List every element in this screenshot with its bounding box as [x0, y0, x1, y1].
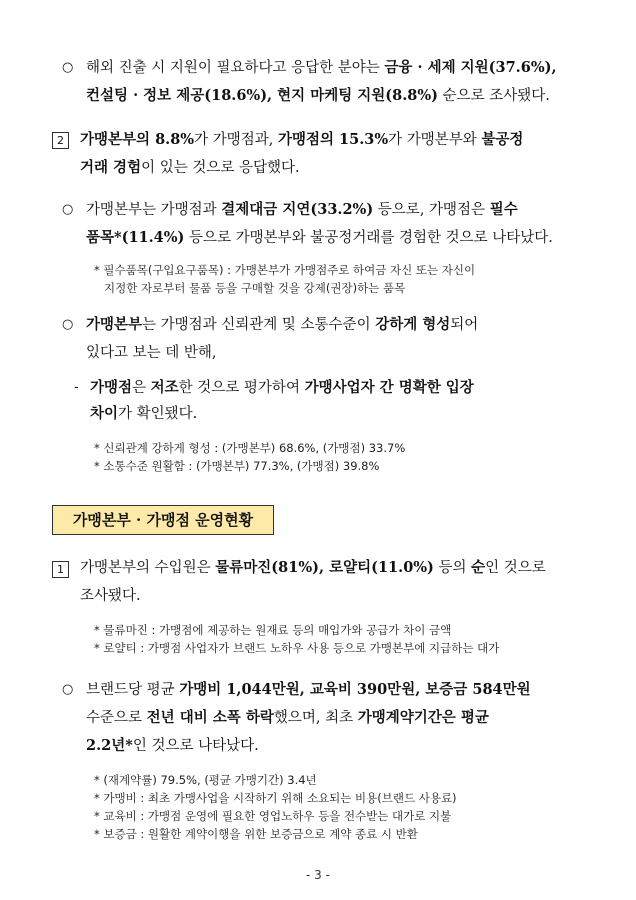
page-number: - 3 - — [306, 868, 330, 882]
footnote: * 소통수준 원활함 : (가맹본부) 77.3%, (가맹점) 39.8% — [94, 459, 380, 473]
circle-bullet: ○ — [62, 60, 74, 75]
footnote: * 교육비 : 가맹점 운영에 필요한 영업노하우 등을 전수받는 대가로 지불 — [94, 809, 452, 823]
text-line: 가맹본부는 가맹점과 결제대금 지연(33.2%) 등으로, 가맹점은 필수 — [86, 201, 518, 218]
section-title: 가맹본부 · 가맹점 운영현황 — [52, 505, 274, 535]
circle-bullet: ○ — [62, 682, 74, 697]
number-box: 2 — [52, 132, 69, 149]
footnote: * 물류마진 : 가맹점에 제공하는 원재료 등의 매입가와 공급가 차이 금액 — [94, 623, 452, 637]
circle-bullet: ○ — [62, 202, 74, 217]
text-line: 해외 진출 시 지원이 필요하다고 응답한 분야는 금융 · 세제 지원(37.6%), — [86, 59, 557, 76]
text-line: 가맹본부는 가맹점과 신뢰관계 및 소통수준이 강하게 형성되어 — [86, 316, 479, 333]
text-line: 2.2년*인 것으로 나타났다. — [86, 737, 259, 754]
number-box: 1 — [52, 561, 69, 578]
footnote: * 로얄티 : 가맹점 사업자가 브랜드 노하우 사용 등으로 가맹본부에 지급하는 대가 — [94, 641, 500, 655]
text-line: 차이가 확인됐다. — [90, 405, 198, 422]
circle-bullet: ○ — [62, 317, 74, 332]
text-line: 컨설팅 · 정보 제공(18.6%), 현지 마케팅 지원(8.8%) 순으로 조사됐다. — [86, 87, 550, 104]
footnote: * (재계약률) 79.5%, (평균 가맹기간) 3.4년 — [94, 773, 317, 787]
footnote: * 신뢰관계 강하게 형성 : (가맹본부) 68.6%, (가맹점) 33.7% — [94, 441, 406, 455]
footnote: * 보증금 : 원활한 계약이행을 위한 보증금으로 계약 종료 시 반환 — [94, 827, 418, 841]
text-line: 있다고 보는 데 반해, — [86, 345, 217, 361]
footnote: 지정한 자로부터 물품 등을 구매할 것을 강제(권장)하는 품목 — [104, 281, 406, 295]
text-line: 수준으로 전년 대비 소폭 하락했으며, 최초 가맹계약기간은 평균 — [86, 709, 489, 726]
text-line: 브랜드당 평균 가맹비 1,044만원, 교육비 390만원, 보증금 584만원 — [86, 681, 531, 698]
text-line: 가맹본부의 8.8%가 가맹점과, 가맹점의 15.3%가 가맹본부와 불공정 — [80, 131, 524, 148]
text-line: 거래 경험이 있는 것으로 응답했다. — [80, 159, 300, 176]
footnote: * 가맹비 : 최초 가맹사업을 시작하기 위해 소요되는 비용(브랜드 사용료) — [94, 791, 457, 805]
text-line: 가맹본부의 수입원은 물류마진(81%), 로얄티(11.0%) 등의 순인 것으로 — [80, 559, 546, 576]
text-line: 품목*(11.4%) 등으로 가맹본부와 불공정거래를 경험한 것으로 나타났다. — [86, 229, 553, 246]
text-line: 조사됐다. — [80, 588, 141, 604]
footnote: * 필수품목(구입요구품목) : 가맹본부가 가맹점주로 하여금 자신 또는 자신이 — [94, 263, 476, 277]
text-line: 가맹점은 저조한 것으로 평가하여 가맹사업자 간 명확한 입장 — [90, 379, 474, 396]
dash-bullet: - — [74, 380, 79, 395]
